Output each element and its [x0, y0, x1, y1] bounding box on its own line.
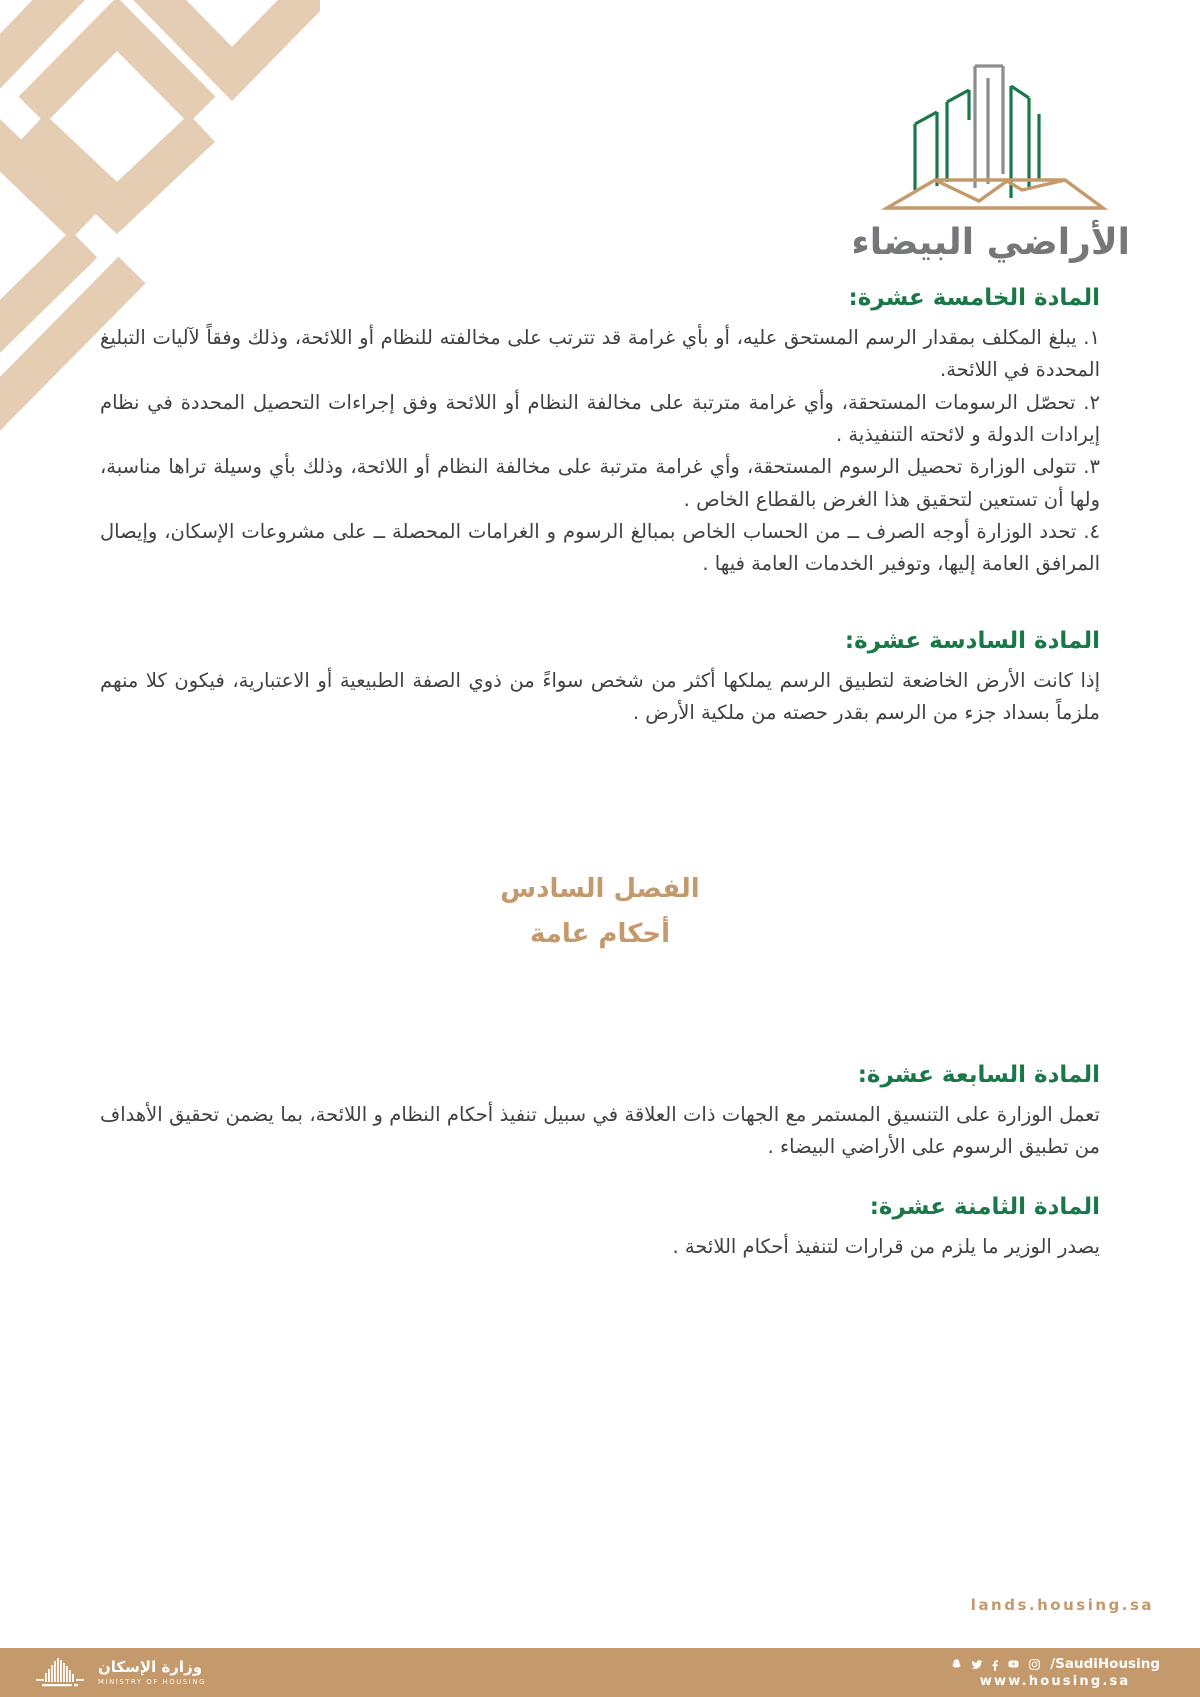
article-15-heading: المادة الخامسة عشرة: [848, 285, 1100, 311]
facebook-icon[interactable] [991, 1658, 999, 1671]
ministry-of-housing-icon [34, 1656, 86, 1690]
youtube-icon[interactable] [1006, 1658, 1021, 1670]
social-handle[interactable]: /SaudiHousing [1050, 1656, 1160, 1672]
article-16-heading: المادة السادسة عشرة: [844, 627, 1100, 654]
website-link[interactable]: www.housing.sa [979, 1674, 1131, 1689]
article-16 [100, 627, 1100, 730]
article-15 [100, 284, 1100, 581]
article-15-paragraph-3: ٣. تتولى الوزارة تحصيل الرسوم المستحقة، وأي غرامة مترتبة على مخالفة النظام أو اللائحة، وذلك بأي وسيلة تراها مناسبة، ولها أن تستعين لتحقيق هذا الغرض بالقطاع الخاص . [100, 455, 1100, 511]
chapter-divider [100, 867, 1100, 956]
white-lands-buildings-icon [877, 58, 1113, 214]
article-15-paragraph-4: ٤. تحدد الوزارة أوجه الصرف ــ من الحساب الخاص بمبالغ الرسوم و الغرامات المحصلة ــ على مشروعات الإسكان، وإيصال المرافق العامة إليها، وتوفير الخدمات العامة فيها . [100, 520, 1100, 576]
portal-link[interactable]: lands.housing.sa [970, 1596, 1154, 1614]
article-15-paragraph-1: ١. يبلغ المكلف بمقدار الرسم المستحق عليه، أو بأي غرامة قد تترتب على مخالفته للنظام أو اللائحة، وذلك وفقاً لآليات التبليغ المحددة في اللائحة. [100, 325, 1100, 382]
article-17 [100, 1061, 1100, 1164]
instagram-icon[interactable] [1028, 1658, 1041, 1671]
article-17-heading: المادة السابعة عشرة: [857, 1061, 1100, 1088]
white-lands-logo [851, 58, 1130, 263]
article-18 [100, 1193, 1100, 1263]
ministry-name-arabic: وزارة الإسكان [98, 1657, 203, 1676]
article-18-heading: المادة الثامنة عشرة: [869, 1194, 1100, 1221]
footer-bar [0, 1648, 1200, 1697]
article-18-paragraph-1: يصدر الوزير ما يلزم من قرارات لتنفيذ أحكام اللائحة . [672, 1235, 1100, 1259]
logo-title: الأراضي البيضاء [851, 222, 1130, 263]
social-row [950, 1656, 1160, 1672]
ministry-name-english: MINISTRY OF HOUSING [98, 1678, 206, 1687]
article-17-paragraph-1: تعمل الوزارة على التنسيق المستمر مع الجهات ذات العلاقة في سبيل تنفيذ أحكام النظام و اللائحة، بما يضمن تحقيق الأهداف من تطبيق الرسوم على الأراضي البيضاء . [100, 1102, 1100, 1159]
footer-social [950, 1656, 1160, 1689]
chapter-subtitle: أحكام عامة [529, 919, 671, 950]
article-16-paragraph-1: إذا كانت الأرض الخاضعة لتطبيق الرسم يملكها أكثر من شخص سواءً من ذوي الصفة الطبيعية أو الاعتبارية، فيكون كلا منهم ملزماً بسداد جزء من الرسم بقدر حصته من ملكية الأرض . [100, 668, 1100, 725]
chapter-title: الفصل السادس [500, 874, 700, 905]
twitter-icon[interactable] [970, 1658, 984, 1671]
snapchat-icon[interactable] [950, 1658, 963, 1671]
article-15-paragraph-2: ٢. تحصّل الرسومات المستحقة، وأي غرامة مترتبة على مخالفة النظام أو اللائحة وفق إجراءات التحصيل المحددة في نظام إيرادات الدولة و لائحته التنفيذية . [100, 390, 1100, 446]
ministry-names [98, 1659, 206, 1687]
document-content [100, 284, 1100, 1264]
ministry-logo [34, 1656, 206, 1690]
